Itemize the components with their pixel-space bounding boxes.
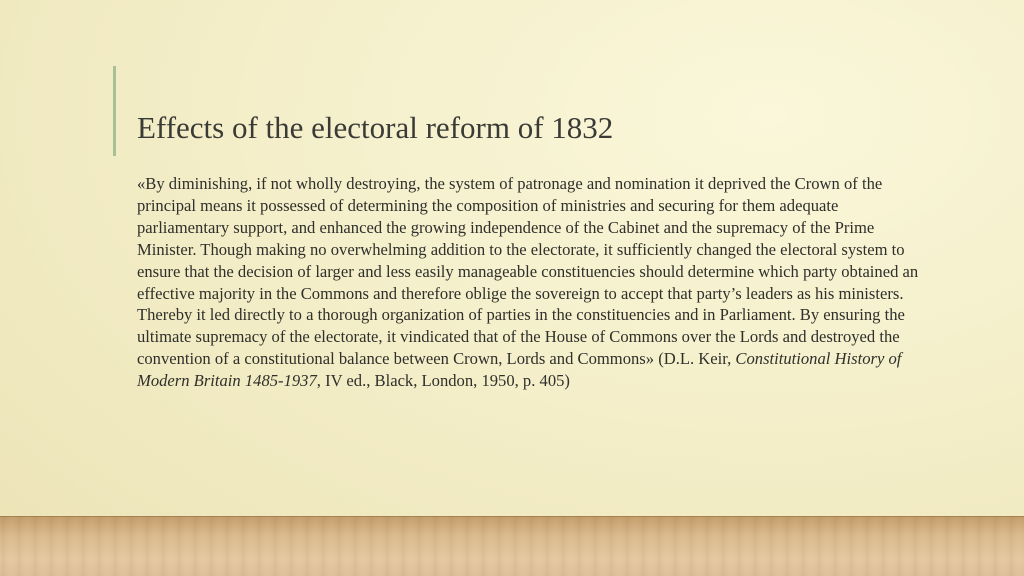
book-title: Constitutional History of Modern Britain 1485-1937 [137,349,902,391]
wood-floor-background [0,516,1024,576]
title-accent-bar [113,66,116,156]
slide-title: Effects of the electoral reform of 1832 [137,110,614,145]
quote-paragraph [137,173,927,392]
quote-text: «By diminishing, if not wholly destroying, the system of patronage and nomination it deprived the Crown of the principal means it possessed of determining the composition of ministries and securing for them adequate parliamentary support, and enhanced the growing independence of the Cabinet and the supremacy of the Prime Minister. Though making no overwhelming addition to the electorate, it sufficiently changed the electoral system to ensure that the decision of larger and less easily manageable constituencies should determine which party obtained an effective majority in the Commons and therefore oblige the sovereign to accept that party’s leaders as his ministers. Thereby it led directly to a thorough organization of parties in the constituencies and in Parliament. By ensuring the ultimate supremacy of the electorate, it vindicated that of the House of Commons over the Lords and destroyed the convention of a constitutional balance between Crown, Lords and Commons» (D.L. Keir, [137,174,919,369]
citation-tail: , IV ed., Black, London, 1950, p. 405) [316,371,570,391]
